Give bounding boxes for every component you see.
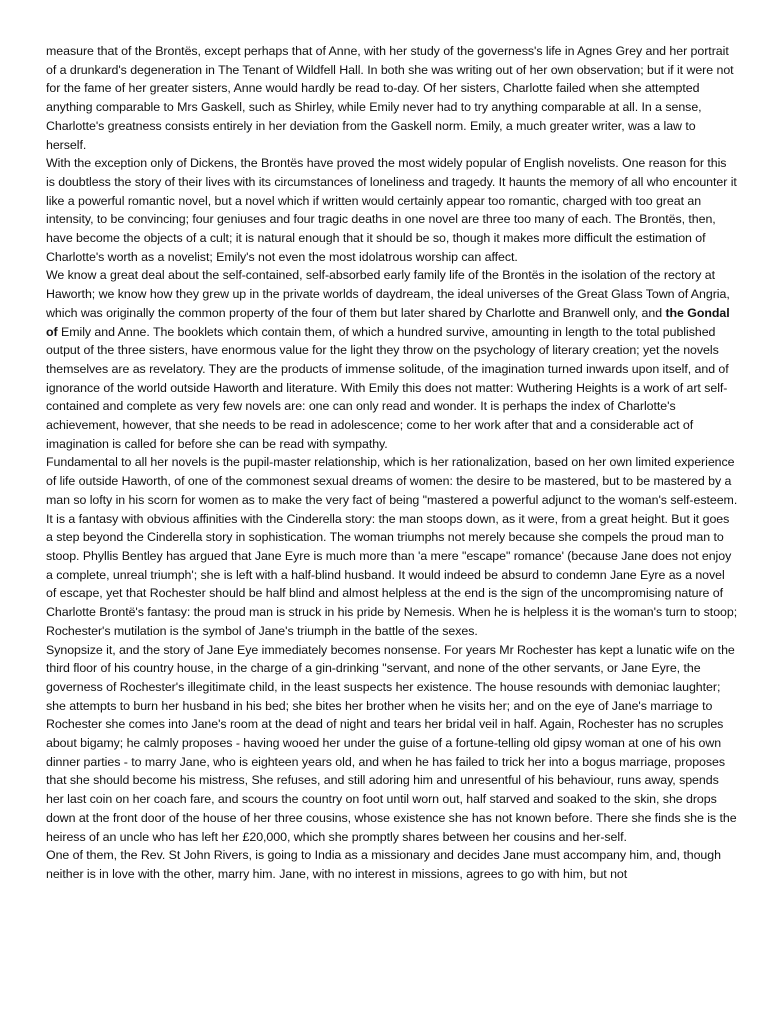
paragraph-pupil-master: Fundamental to all her novels is the pupil-master relationship, which is her rationalization, based on her own limited experience of life outside Haworth, of one of the commonest sexual dreams of women: the desire to be mastered, but to be mastered by a man so lofty in his scorn for women as to make the very fact of being "mastered a powerful adjunct to the woman's self-esteem. It is a fantasy with obvious affinities with the Cinderella story: the man stoops down, as it were, from a great height. But it goes a step beyond the Cinderella story in sophistication. The woman triumphs not merely because she compels the proud man to stoop. Phyllis Bentley has argued that Jane Eyre is much more than 'a mere "escape" romance' (because Jane does not enjoy a complete, unreal triumph'; she is left with a half-blind husband. It would indeed be absurd to condemn Jane Eyre as a novel of escape, yet that Rochester should be half blind and almost helpless at the end is the sign of the uncompromising nature of Charlotte Brontë's fantasy: the proud man is struck in his pride by Nemesis. When he is helpless it is the woman's turn to stoop; Rochester's mutilation is the symbol of Jane's triumph in the battle of the sexes.: [46, 455, 738, 638]
paragraph-text-after: Emily and Anne. The booklets which contain them, of which a hundred survive, amounting in length to the total published output of the three sisters, have enormous value for the light they throw on the psychology of literary creation; yet the novels themselves are as revelatory. They are the products of immense solitude, of the imagination turned inwards upon itself, and of ignorance of the world outside Haworth and literature. With Emily this does not matter: Wuthering Heights is a work of art self-contained and complete as very few novels are: one can only read and wonder. It is perhaps the index of Charlotte's achievement, however, that she needs to be read in adolescence; come to her work after that and a considerable act of imagination is called for before she can be read with sympathy.: [46, 324, 729, 451]
document-page: [46, 42, 738, 884]
bold-phrase: the Gondal of: [46, 305, 730, 339]
paragraph-text-before: We know a great deal about the self-contained, self-absorbed early family life of the Brontës in the isolation of the rectory at Haworth; we know how they grew up in the private worlds of daydream, the ideal universes of the Great Glass Town of Angria, which was originally the common property of the four of them but later shared by Charlotte and Branwell only, and: [46, 268, 730, 320]
paragraph-jane-eyre-synopsis: Synopsize it, and the story of Jane Eye immediately becomes nonsense. For years Mr Rochester has kept a lunatic wife on the third floor of his country house, in the charge of a gin-drinking "servant, and none of the other servants, or Jane Eyre, the governess of Rochester's illegitimate child, in the least suspects her existence. The house resounds with demoniac laughter; she attempts to burn her husband in his bed; she bites her brother when he visits her; and on the eye of Jane's marriage to Rochester she comes into Jane's room at the dead of night and tears her bridal veil in half. Again, Rochester has no scruples about bigamy; he calmly proposes - having wooed her under the guise of a fortune-telling old gipsy woman at one of his own dinner parties - to marry Jane, who is eighteen years old, and when he has failed to trick her into a bogus marriage, proposes that she should become his mistress, She refuses, and still adoring him and unresentful of his behaviour, runs away, spends her last coin on her coach fare, and scours the country on foot until worn out, half starved and soaked to the skin, she drops down at the front door of the house of her three cousins, whose existence she has not known before. There she finds she is the heiress of an uncle who has left her £20,000, which she promptly shares between her cousins and her-self.: [46, 642, 737, 844]
paragraph-st-john-rivers: One of them, the Rev. St John Rivers, is going to India as a missionary and decides Jane must accompany him, and, though neither is in love with the other, marry him. Jane, with no interest in missions, agrees to go with him, but not: [46, 848, 721, 881]
paragraph-bronte-family-life: [46, 266, 738, 453]
paragraph-bronte-popularity: With the exception only of Dickens, the Brontës have proved the most widely popular of English novelists. One reason for this is doubtless the story of their lives with its circumstances of loneliness and tragedy. It haunts the memory of all who encounter it like a powerful romantic novel, but a novel which if written would certainly appear too romantic, charged with too great an intensity, to be convincing; four geniuses and four tragic deaths in one novel are three too many of each. The Brontës, then, have become the objects of a cult; it is natural enough that it should be so, though it makes more difficult the estimation of Charlotte's worth as a novelist; Emily's not even the most idolatrous worship can affect.: [46, 156, 737, 264]
paragraph-bronte-comparison: measure that of the Brontës, except perhaps that of Anne, with her study of the governess's life in Agnes Grey and her portrait of a drunkard's degeneration in The Tenant of Wildfell Hall. In both she was writing out of her own observation; but if it were not for the fame of her greater sisters, Anne would hardly be read to-day. Of her sisters, Charlotte failed when she attempted anything comparable to Mrs Gaskell, such as Shirley, while Emily never had to try anything comparable at all. In a sense, Charlotte's greatness consists entirely in her deviation from the Gaskell norm. Emily, a much greater writer, was a law to herself.: [46, 44, 734, 152]
